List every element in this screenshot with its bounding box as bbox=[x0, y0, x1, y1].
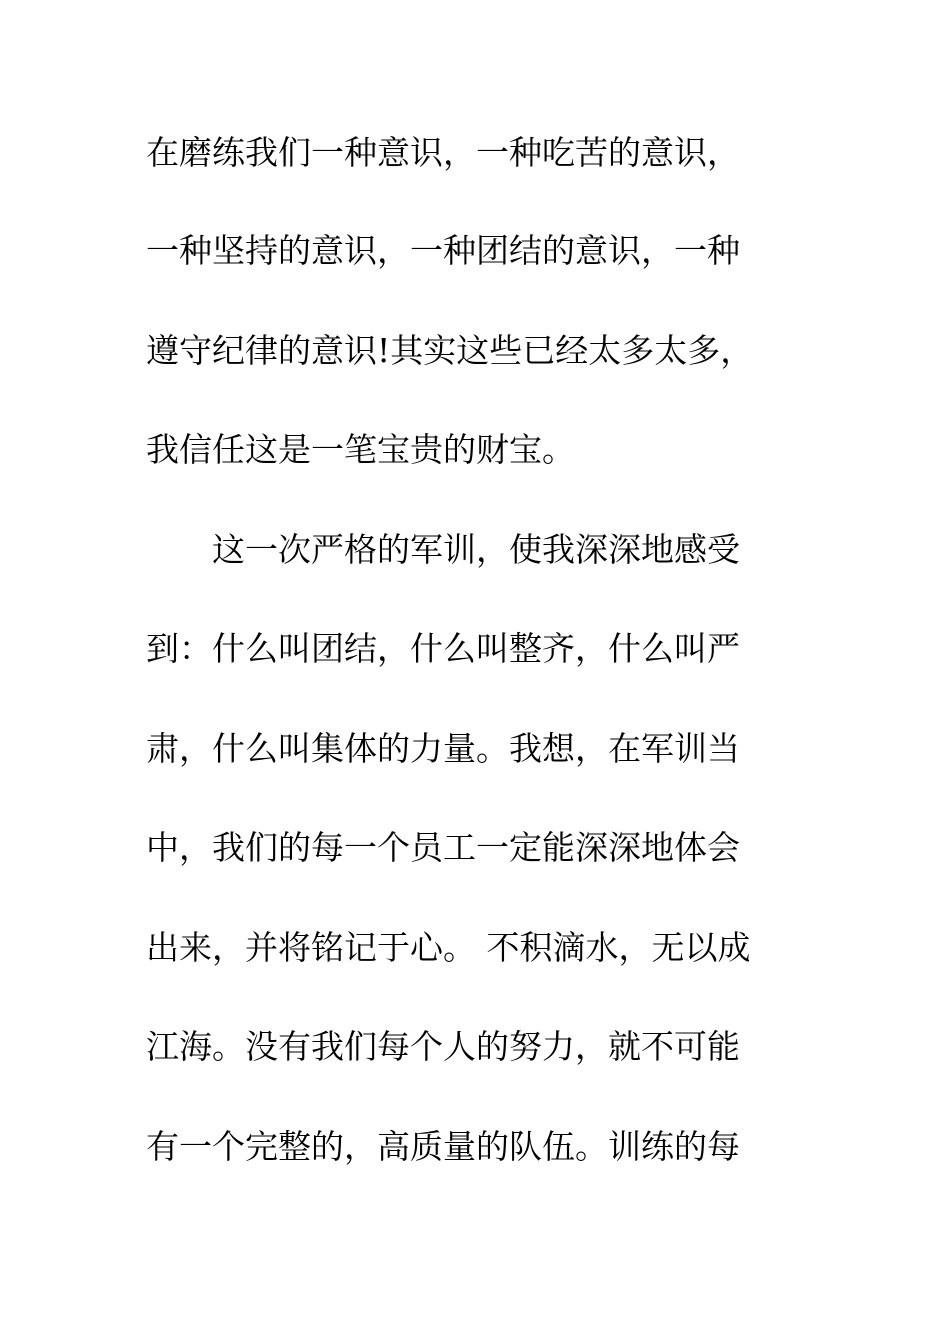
paragraph-start-line: 这一次严格的军训，使我深深地感受 bbox=[146, 530, 740, 569]
text-line: 中，我们的每一个员工一定能深深地体会 bbox=[146, 828, 740, 867]
text-line: 肃，什么叫集体的力量。我想，在军训当 bbox=[146, 729, 740, 768]
text-line: 遵守纪律的意识!其实这些已经太多太多， bbox=[146, 331, 754, 370]
text-line: 在磨练我们一种意识，一种吃苦的意识， bbox=[146, 133, 740, 172]
text-line: 到：什么叫团结，什么叫整齐，什么叫严 bbox=[146, 629, 740, 668]
text-line: 江海。没有我们每个人的努力，就不可能 bbox=[146, 1027, 740, 1066]
text-line: 我信任这是一笔宝贵的财宝。 bbox=[146, 430, 575, 469]
text-line: 一种坚持的意识，一种团结的意识，一种 bbox=[146, 231, 740, 270]
text-line: 有一个完整的，高质量的队伍。训练的每 bbox=[146, 1127, 740, 1166]
text-line: 出来，并将铭记于心。 不积滴水，无以成 bbox=[146, 928, 751, 967]
